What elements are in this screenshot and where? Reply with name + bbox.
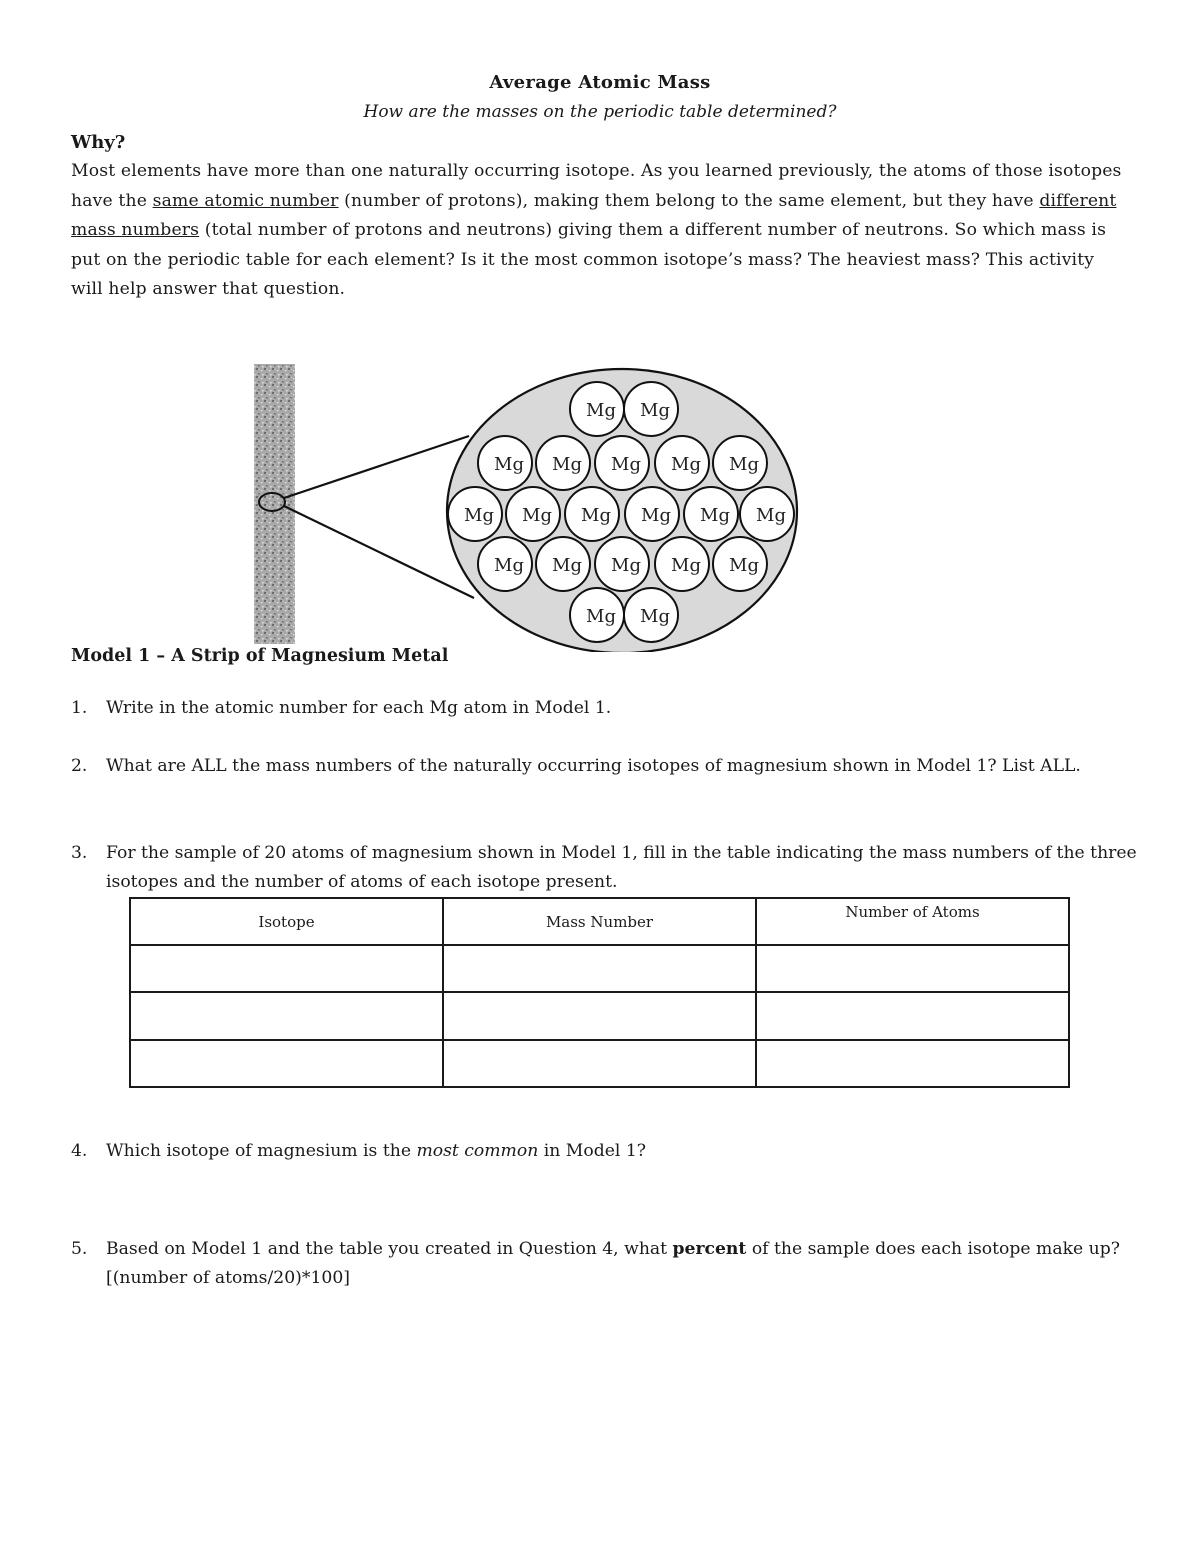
mg-atom <box>713 537 767 591</box>
mg-atom-symbol: Mg <box>586 400 616 421</box>
question-2: 2. What are ALL the mass numbers of the naturally occurring isotopes of magnesium shown in Model 1? List ALL. <box>71 756 1081 776</box>
mg-atom-symbol: Mg <box>581 505 611 526</box>
cell-isotope[interactable] <box>130 992 443 1039</box>
mg-atom-symbol: Mg <box>611 454 641 475</box>
mg-atom <box>655 436 709 490</box>
mg-atom-symbol: Mg <box>640 606 670 627</box>
underline-different-mass-numbers: different mass numbers <box>71 190 1117 240</box>
mg-atom-symbol: Mg <box>552 454 582 475</box>
mg-atom-symbol: Mg <box>756 505 786 526</box>
table-row <box>130 1040 1069 1087</box>
mg-atom-symbol: Mg <box>586 606 616 627</box>
mg-atom <box>506 487 560 541</box>
mg-atom <box>448 487 502 541</box>
mg-atom-symbol: Mg <box>640 400 670 421</box>
cell-mass-number[interactable] <box>443 945 756 992</box>
why-paragraph: Most elements have more than one naturally occurring isotope. As you learned previously, the atoms of those isotopes have the same atomic number (number of protons), making them belong to the same element, but they have different mass numbers (total number of protons and neutrons) giving them a different number of neutrons. So which mass is put on the periodic table for each element? Is it the most common isotope’s mass? The heaviest mass? This activity will help answer that question. <box>71 161 1122 299</box>
mg-atom <box>595 537 649 591</box>
mg-atom-symbol: Mg <box>494 454 524 475</box>
zoom-line-bottom <box>284 506 474 598</box>
mg-atom <box>536 436 590 490</box>
cell-isotope[interactable] <box>130 945 443 992</box>
mg-atom-symbol: Mg <box>464 505 494 526</box>
question-4: 4. Which isotope of magnesium is the most common in Model 1? <box>71 1141 647 1161</box>
question-3: 3. For the sample of 20 atoms of magnesium shown in Model 1, fill in the table indicating the mass numbers of the three isotopes and the number of atoms of each isotope present. <box>71 843 1137 892</box>
cell-number-of-atoms[interactable] <box>756 992 1069 1039</box>
mg-atom-symbol: Mg <box>552 555 582 576</box>
mg-atom-symbol: Mg <box>611 555 641 576</box>
mg-atom <box>478 537 532 591</box>
magnesium-strip-figure <box>250 362 810 652</box>
model-heading: Model 1 – A Strip of Magnesium Metal <box>71 646 449 666</box>
mg-atom-symbol: Mg <box>729 555 759 576</box>
mg-atom <box>570 382 624 436</box>
cell-number-of-atoms[interactable] <box>756 945 1069 992</box>
why-heading: Why? <box>71 132 126 153</box>
table-row <box>130 992 1069 1039</box>
mg-atom <box>624 382 678 436</box>
mg-atom-symbol: Mg <box>729 454 759 475</box>
mg-atom <box>624 588 678 642</box>
mg-atom-symbol: Mg <box>700 505 730 526</box>
mg-atom-symbol: Mg <box>641 505 671 526</box>
mg-atom <box>655 537 709 591</box>
table-row <box>130 945 1069 992</box>
cell-number-of-atoms[interactable] <box>756 1040 1069 1087</box>
underline-same-atomic-number: same atomic number <box>152 190 339 211</box>
zoom-line-top <box>284 436 469 498</box>
mg-atom-symbol: Mg <box>494 555 524 576</box>
mg-atom-symbol: Mg <box>671 454 701 475</box>
cell-mass-number[interactable] <box>443 1040 756 1087</box>
cell-mass-number[interactable] <box>443 992 756 1039</box>
question-1: 1. Write in the atomic number for each Mg atom in Model 1. <box>71 698 612 718</box>
page-title: Average Atomic Mass <box>489 72 711 93</box>
mg-atom <box>684 487 738 541</box>
mg-atom <box>740 487 794 541</box>
col-header-number-of-atoms: Number of Atoms <box>756 898 1069 945</box>
mg-atom <box>713 436 767 490</box>
mg-atom-symbol: Mg <box>522 505 552 526</box>
col-header-isotope: Isotope <box>130 898 443 945</box>
col-header-mass-number: Mass Number <box>443 898 756 945</box>
mg-atom <box>570 588 624 642</box>
mg-atom-symbol: Mg <box>671 555 701 576</box>
mg-atom <box>565 487 619 541</box>
cell-isotope[interactable] <box>130 1040 443 1087</box>
mg-atom <box>595 436 649 490</box>
page-subtitle: How are the masses on the periodic table determined? <box>363 102 837 122</box>
mg-atom <box>625 487 679 541</box>
isotope-table <box>129 897 1070 1088</box>
mg-atom <box>478 436 532 490</box>
mg-atom <box>536 537 590 591</box>
question-5: 5. Based on Model 1 and the table you created in Question 4, what percent of the sample does each isotope make up? [(number of atoms/20)*100] <box>71 1239 1120 1288</box>
